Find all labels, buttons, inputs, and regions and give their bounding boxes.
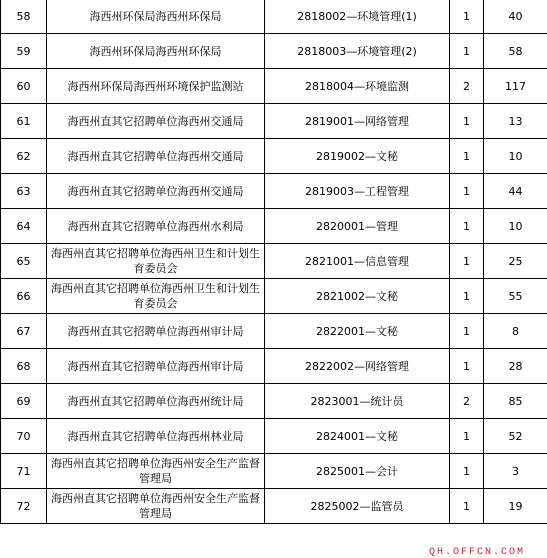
table-row — [1, 454, 547, 489]
table-row — [1, 244, 547, 279]
table-row — [1, 349, 547, 384]
applicant-count-cell: 10 — [484, 209, 547, 244]
table-row — [1, 209, 547, 244]
table-row — [1, 69, 547, 104]
row-number-cell: 68 — [1, 349, 47, 384]
row-number-cell: 70 — [1, 419, 47, 454]
row-number-cell: 62 — [1, 139, 47, 174]
hiring-count-cell: 1 — [450, 454, 484, 489]
applicant-count-cell: 25 — [484, 244, 547, 279]
position-code-cell: 2821002—文秘 — [265, 279, 450, 314]
row-number-cell: 65 — [1, 244, 47, 279]
row-number-cell: 67 — [1, 314, 47, 349]
row-number-cell: 63 — [1, 174, 47, 209]
hiring-count-cell: 1 — [450, 244, 484, 279]
table-body — [1, 0, 547, 524]
unit-name-cell: 海西州直其它招聘单位海西州交通局 — [47, 104, 265, 139]
applicant-count-cell: 40 — [484, 0, 547, 34]
position-code-cell: 2822002—网络管理 — [265, 349, 450, 384]
table-row — [1, 34, 547, 69]
position-code-cell: 2819001—网络管理 — [265, 104, 450, 139]
hiring-count-cell: 1 — [450, 209, 484, 244]
table-row — [1, 419, 547, 454]
position-code-cell: 2824001—文秘 — [265, 419, 450, 454]
unit-name-cell: 海西州直其它招聘单位海西州安全生产监督管理局 — [47, 454, 265, 489]
applicant-count-cell: 44 — [484, 174, 547, 209]
unit-name-cell: 海西州直其它招聘单位海西州安全生产监督管理局 — [47, 489, 265, 524]
applicant-count-cell: 55 — [484, 279, 547, 314]
row-number-cell: 59 — [1, 34, 47, 69]
table-row — [1, 139, 547, 174]
table-row — [1, 174, 547, 209]
position-code-cell: 2818003—环境管理(2) — [265, 34, 450, 69]
row-number-cell: 72 — [1, 489, 47, 524]
position-code-cell: 2823001—统计员 — [265, 384, 450, 419]
hiring-count-cell: 1 — [450, 349, 484, 384]
table-row — [1, 279, 547, 314]
hiring-count-cell: 1 — [450, 314, 484, 349]
hiring-count-cell: 2 — [450, 69, 484, 104]
unit-name-cell: 海西州直其它招聘单位海西州水利局 — [47, 209, 265, 244]
unit-name-cell: 海西州直其它招聘单位海西州交通局 — [47, 139, 265, 174]
unit-name-cell: 海西州直其它招聘单位海西州林业局 — [47, 419, 265, 454]
unit-name-cell: 海西州直其它招聘单位海西州审计局 — [47, 314, 265, 349]
hiring-count-cell: 1 — [450, 419, 484, 454]
row-number-cell: 64 — [1, 209, 47, 244]
position-code-cell: 2820001—管理 — [265, 209, 450, 244]
applicant-count-cell: 19 — [484, 489, 547, 524]
row-number-cell: 66 — [1, 279, 47, 314]
unit-name-cell: 海西州直其它招聘单位海西州统计局 — [47, 384, 265, 419]
hiring-count-cell: 1 — [450, 174, 484, 209]
row-number-cell: 58 — [1, 0, 47, 34]
position-code-cell: 2821001—信息管理 — [265, 244, 450, 279]
row-number-cell: 69 — [1, 384, 47, 419]
unit-name-cell: 海西州环保局海西州环境保护监测站 — [47, 69, 265, 104]
row-number-cell: 71 — [1, 454, 47, 489]
unit-name-cell: 海西州直其它招聘单位海西州交通局 — [47, 174, 265, 209]
table-row — [1, 384, 547, 419]
hiring-count-cell: 2 — [450, 384, 484, 419]
applicant-count-cell: 3 — [484, 454, 547, 489]
table-row — [1, 0, 547, 34]
applicant-count-cell: 13 — [484, 104, 547, 139]
applicant-count-cell: 8 — [484, 314, 547, 349]
applicant-count-cell: 10 — [484, 139, 547, 174]
unit-name-cell: 海西州环保局海西州环保局 — [47, 34, 265, 69]
unit-name-cell: 海西州直其它招聘单位海西州审计局 — [47, 349, 265, 384]
unit-name-cell: 海西州直其它招聘单位海西州卫生和计划生育委员会 — [47, 244, 265, 279]
site-watermark: QH.OFFCN.COM — [428, 547, 525, 558]
table-row — [1, 314, 547, 349]
applicant-count-cell: 52 — [484, 419, 547, 454]
hiring-count-cell: 1 — [450, 489, 484, 524]
applicant-count-cell: 85 — [484, 384, 547, 419]
table-row — [1, 489, 547, 524]
row-number-cell: 60 — [1, 69, 47, 104]
row-number-cell: 61 — [1, 104, 47, 139]
hiring-count-cell: 1 — [450, 104, 484, 139]
applicant-count-cell: 58 — [484, 34, 547, 69]
position-code-cell: 2818004—环境监测 — [265, 69, 450, 104]
hiring-count-cell: 1 — [450, 0, 484, 34]
applicant-count-cell: 117 — [484, 69, 547, 104]
position-code-cell: 2819003—工程管理 — [265, 174, 450, 209]
hiring-count-cell: 1 — [450, 139, 484, 174]
unit-name-cell: 海西州直其它招聘单位海西州卫生和计划生育委员会 — [47, 279, 265, 314]
unit-name-cell: 海西州环保局海西州环保局 — [47, 0, 265, 34]
position-code-cell: 2819002—文秘 — [265, 139, 450, 174]
position-code-cell: 2818002—环境管理(1) — [265, 0, 450, 34]
applicant-count-cell: 28 — [484, 349, 547, 384]
table-row — [1, 104, 547, 139]
position-code-cell: 2822001—文秘 — [265, 314, 450, 349]
hiring-count-cell: 1 — [450, 279, 484, 314]
hiring-count-cell: 1 — [450, 34, 484, 69]
position-code-cell: 2825002—监管员 — [265, 489, 450, 524]
position-code-cell: 2825001—会计 — [265, 454, 450, 489]
